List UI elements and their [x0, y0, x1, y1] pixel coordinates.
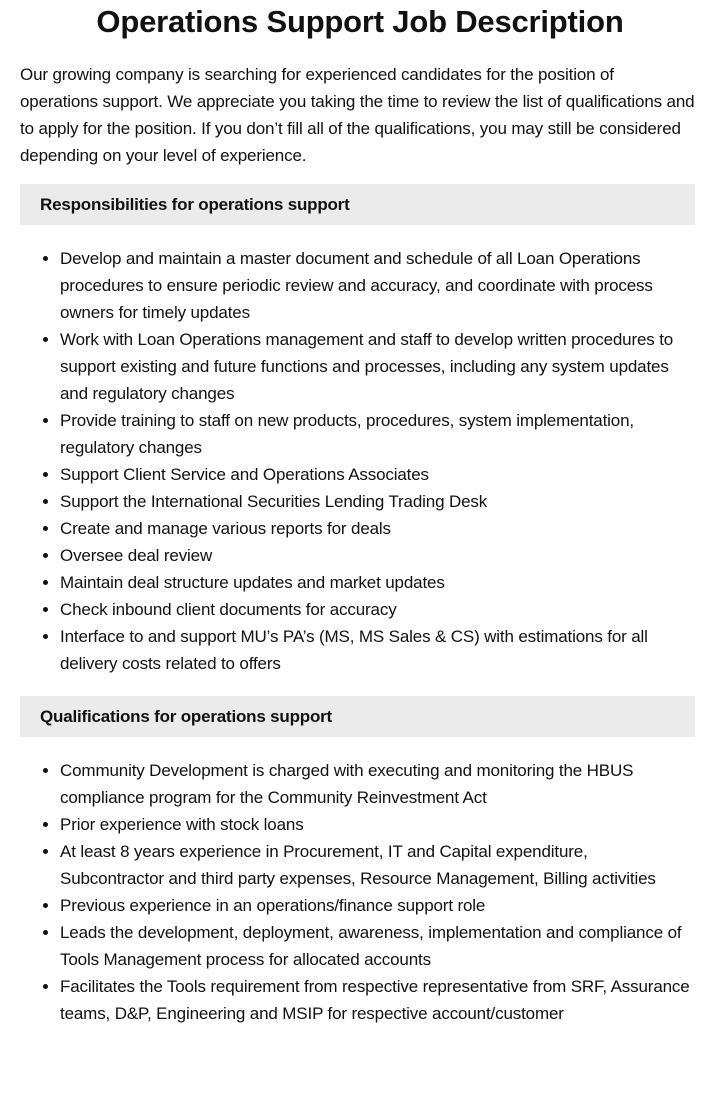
- list-item: • Develop and maintain a master document and schedule of all Loan Operations procedures to ensure periodic review and accuracy, and coordinate with process owners for timely updates: [60, 245, 695, 326]
- list-item: • Prior experience with stock loans: [60, 811, 695, 838]
- list-item: • Create and manage various reports for deals: [60, 515, 695, 542]
- responsibilities-heading: Responsibilities for operations support: [20, 184, 695, 225]
- list-item: • Facilitates the Tools requirement from respective representative from SRF, Assurance teams, D&P, Engineering and MSIP for respective account/customer: [60, 973, 695, 1027]
- list-item: • Support the International Securities Lending Trading Desk: [60, 488, 695, 515]
- page-title: Operations Support Job Description: [96, 4, 624, 39]
- list-item: • Oversee deal review: [60, 542, 695, 569]
- list-item: • Community Development is charged with executing and monitoring the HBUS compliance program for the Community Reinvestment Act: [60, 757, 695, 811]
- list-item: • At least 8 years experience in Procurement, IT and Capital expenditure, Subcontractor and third party expenses, Resource Management, Billing activities: [60, 838, 695, 892]
- list-item: • Maintain deal structure updates and market updates: [60, 569, 695, 596]
- list-item: • Previous experience in an operations/finance support role: [60, 892, 695, 919]
- responsibilities-list: [20, 245, 695, 677]
- list-item: • Interface to and support MU’s PA’s (MS, MS Sales & CS) with estimations for all delivery costs related to offers: [60, 623, 695, 677]
- intro-paragraph: Our growing company is searching for experienced candidates for the position of operations support. We appreciate you taking the time to review the list of qualifications and to apply for the position. If you don’t fill all of the qualifications, you may still be considered depending on your level of experience.: [20, 65, 695, 165]
- list-item: • Support Client Service and Operations Associates: [60, 461, 695, 488]
- list-item: • Provide training to staff on new products, procedures, system implementation, regulatory changes: [60, 407, 695, 461]
- qualifications-list: [20, 757, 695, 1027]
- qualifications-heading: Qualifications for operations support: [20, 696, 695, 737]
- list-item: • Check inbound client documents for accuracy: [60, 596, 695, 623]
- list-item: • Work with Loan Operations management and staff to develop written procedures to support existing and future functions and processes, including any system updates and regulatory changes: [60, 326, 695, 407]
- list-item: • Leads the development, deployment, awareness, implementation and compliance of Tools Management process for allocated accounts: [60, 919, 695, 973]
